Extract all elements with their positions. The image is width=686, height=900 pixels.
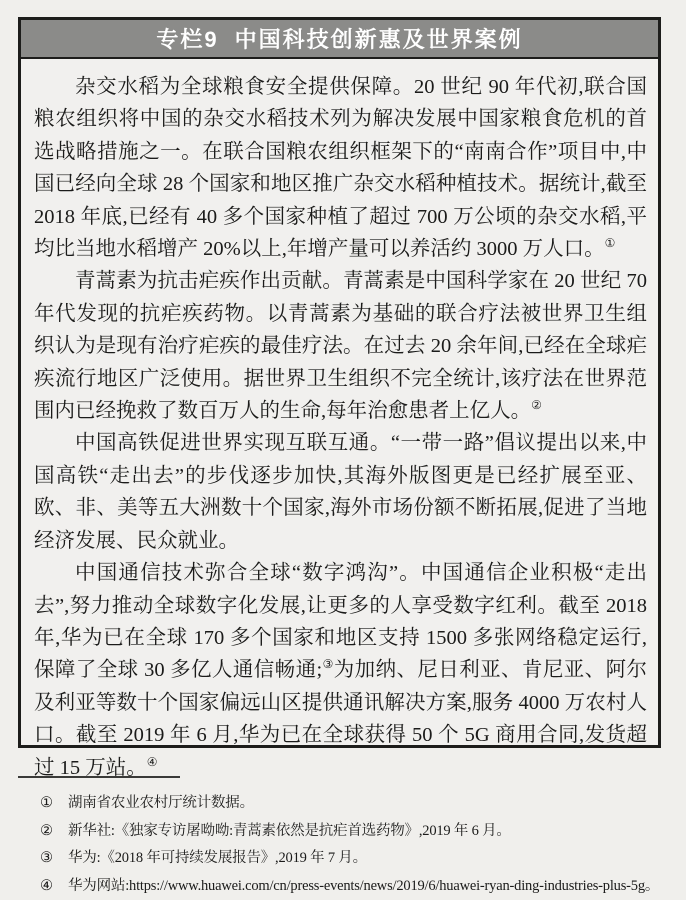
footnote-item	[18, 818, 673, 846]
column-box-body	[21, 59, 658, 784]
footnote-separator	[18, 776, 180, 778]
column-box	[18, 17, 661, 779]
footnote-text: 华为网站:https://www.huawei.com/cn/press-events/news/2019/6/huawei-ryan-ding-industries-plus-5g。	[68, 877, 660, 894]
column-box-header	[21, 20, 658, 59]
footnote-marker: ②	[40, 822, 53, 839]
footnotes	[18, 776, 673, 900]
paragraph: 杂交水稻为全球粮食安全提供保障。20 世纪 90 年代初,联合国粮农组织将中国的杂交水稻技术列为解决发展中国家粮食危机的首选战略措施之一。在联合国粮农组织框架下的“南南合作”项目中,中国已经向全球 28 个国家和地区推广杂交水稻种植技术。据统计,截至 2018 年底,已经有 40 多个国家种植了超过 700 万公顷的杂交水稻,平均比当地水稻增产 20%以上,年增产量可以养活约 3000 万人口。①	[34, 76, 647, 261]
footnote-item	[18, 790, 673, 818]
footnote-ref: ④	[146, 754, 158, 769]
footnote-text: 湖南省农业农村厅统计数据。	[68, 795, 254, 811]
footnote-marker: ①	[40, 795, 53, 811]
paragraph: 中国通信技术弥合全球“数字鸿沟”。中国通信企业积极“走出去”,努力推动全球数字化发展,让更多的人享受数字红利。截至 2018 年,华为已在全球 170 多个国家和地区支持 1500 多张网络稳定运行,保障了全球 30 多亿人通信畅通;③为加纳、尼日利亚、肯尼亚、阿尔及利亚等数十个国家偏远山区提供通讯解决方案,服务 4000 万农村人口。截至 2019 年 6 月,华为已在全球获得 50 个 5G 商用合同,发货超过 15 万站。④	[34, 562, 647, 779]
footnote-text: 华为:《2018 年可持续发展报告》,2019 年 7 月。	[68, 850, 367, 866]
footnote-list	[18, 790, 673, 900]
footnote-ref: ③	[322, 657, 334, 672]
column-box-title: 中国科技创新惠及世界案例	[234, 27, 523, 52]
footnote-marker: ④	[40, 877, 53, 894]
footnote-ref: ②	[531, 398, 542, 413]
paragraph: 青蒿素为抗击疟疾作出贡献。青蒿素是中国科学家在 20 世纪 70 年代发现的抗疟疾药物。以青蒿素为基础的联合疗法被世界卫生组织认为是现有治疗疟疾的最佳疗法。在过去 20 余年间,已经在全球疟疾流行地区广泛使用。据世界卫生组织不完全统计,该疗法在世界范围内已经挽救了数百万人的生命,每年治愈患者上亿人。②	[34, 270, 647, 423]
footnote-marker: ③	[40, 850, 53, 866]
column-box-number: 专栏9	[156, 27, 219, 52]
footnote-item	[18, 845, 673, 873]
footnote-text: 新华社:《独家专访屠呦呦:青蒿素依然是抗疟首选药物》,2019 年 6 月。	[68, 822, 511, 839]
footnote-item	[18, 873, 673, 900]
footnote-ref: ①	[604, 236, 616, 251]
paragraph: 中国高铁促进世界实现互联互通。“一带一路”倡议提出以来,中国高铁“走出去”的步伐逐步加快,其海外版图更是已经扩展至亚、欧、非、美等五大洲数十个国家,海外市场份额不断拓展,促进了当地经济发展、民众就业。	[34, 432, 647, 552]
